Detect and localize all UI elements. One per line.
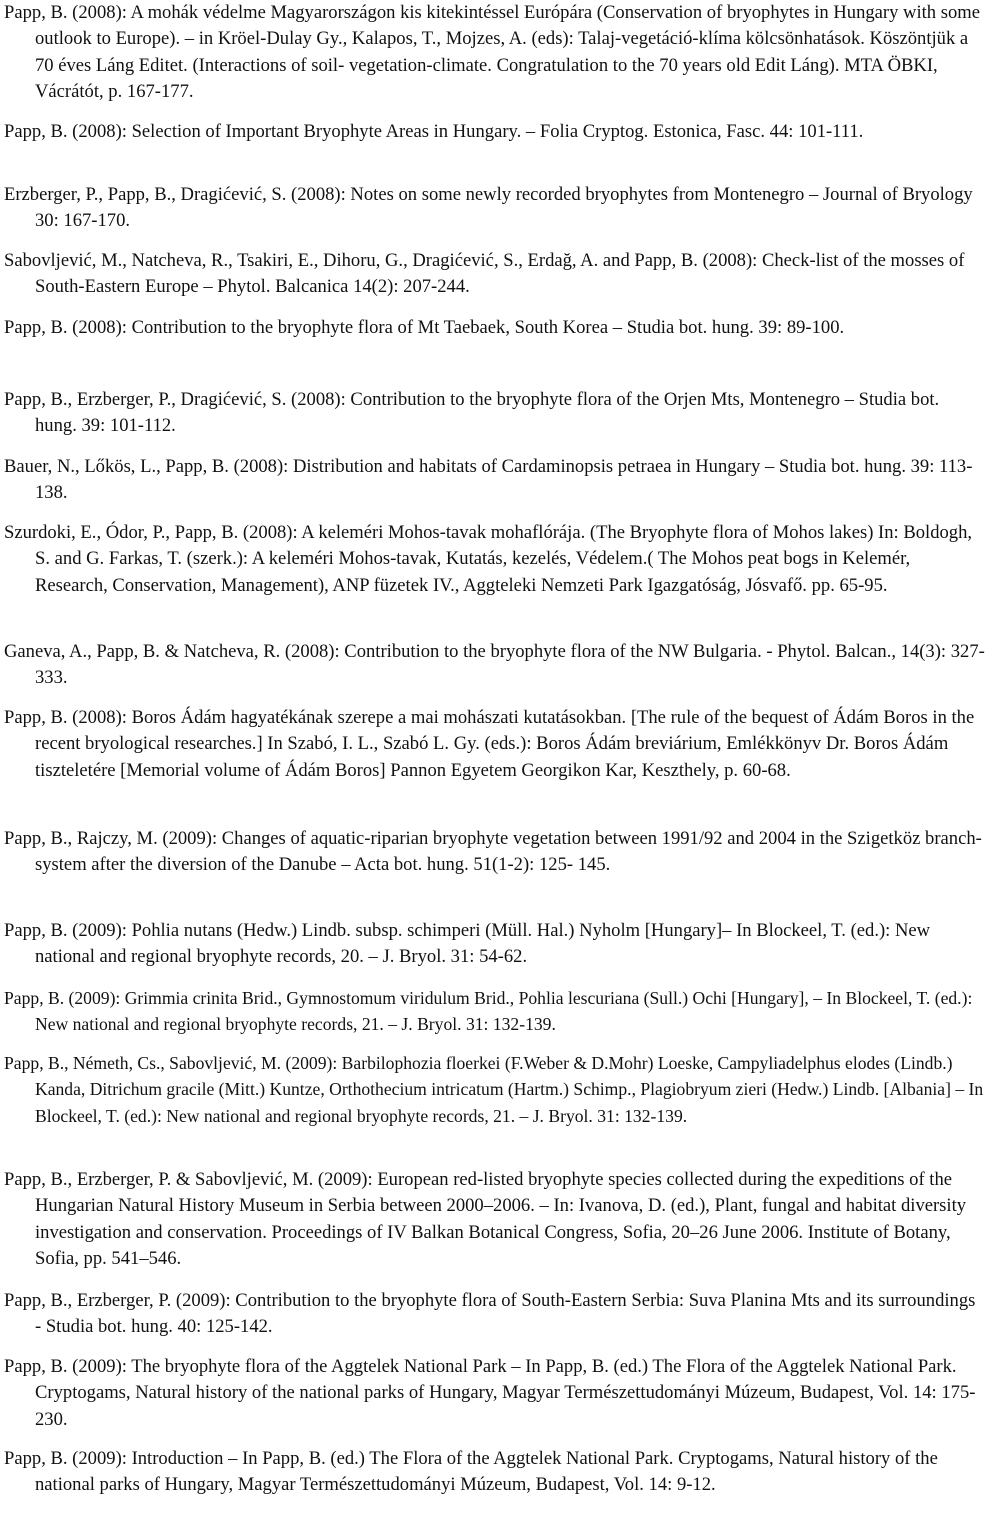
reference-entry-9: Ganeva, A., Papp, B. & Natcheva, R. (2008): Contribution to the bryophyte flora of the NW Bulgaria. - Phytol. Balcan., 14(3): 327-333. [4, 641, 985, 689]
reference-entry-18: Papp, B. (2009): Introduction – In Papp, B. (ed.) The Flora of the Aggtelek National Park. Cryptogams, Natural history of the national parks of Hungary, Magyar Természettudományi Múzeum, Budapest, Vol. 14: 9-12. [4, 1448, 938, 1496]
reference-entry-14: Papp, B., Németh, Cs., Sabovljević, M. (2009): Barbilophozia floerkei (F.Weber & D.Mohr) Loeske, Campyliadelphus elodes (Lindb.) Kanda, Ditrichum gracile (Mitt.) Kuntze, Orthothecium intricatum (Hartm.) Schimp., Plagiobryum zieri (Hedw.) Lindb. [Albania] – In Blockeel, T. (ed.): New national and regional bryophyte records, 21. – J. Bryol. 31: 132-139. [4, 1053, 984, 1126]
reference-entry-6: Papp, B., Erzberger, P., Dragićević, S. (2008): Contribution to the bryophyte flora of the Orjen Mts, Montenegro – Studia bot. hung. 39: 101-112. [4, 389, 940, 437]
reference-entry-1: Papp, B. (2008): A mohák védelme Magyarországon kis kitekintéssel Európára (Conservation of bryophytes in Hungary with some outlook to Europe). – in Kröel-Dulay Gy., Kalapos, T., Mojzes, A. (eds): Talaj-vegetáció-klíma kölcsönhatások. Köszöntjük a 70 éves Láng Editet. (Interactions of soil- vegetation-climate. Congratulation to the 70 years old Edit Láng). MTA ÖBKI, Vácrátót, p. 167-177. [4, 2, 981, 103]
reference-entry-4: Sabovljević, M., Natcheva, R., Tsakiri, E., Dihoru, G., Dragićević, S., Erdağ, A. and Papp, B. (2008): Check-list of the mosses of South-Eastern Europe – Phytol. Balcanica 14(2): 207-244. [4, 250, 965, 298]
reference-entry-7: Bauer, N., Lőkös, L., Papp, B. (2008): Distribution and habitats of Cardaminopsis petraea in Hungary – Studia bot. hung. 39: 113-138. [4, 456, 973, 504]
reference-entry-8: Szurdoki, E., Ódor, P., Papp, B. (2008): A keleméri Mohos-tavak mohaflórája. (The Bryophyte flora of Mohos lakes) In: Boldogh, S. and G. Farkas, T. (szerk.): A keleméri Mohos-tavak, Kutatás, kezelés, Védelem.( The Mohos peat bogs in Kelemér, Research, Conservation, Management), ANP füzetek IV., Aggteleki Nemzeti Park Igazgatóság, Jósvafő. pp. 65-95. [4, 522, 973, 596]
reference-entry-11: Papp, B., Rajczy, M. (2009): Changes of aquatic-riparian bryophyte vegetation between 1991/92 and 2004 in the Szigetköz branch-system after the diversion of the Danube – Acta bot. hung. 51(1-2): 125- 145. [4, 828, 982, 876]
reference-entry-17: Papp, B. (2009): The bryophyte flora of the Aggtelek National Park – In Papp, B. (ed.) The Flora of the Aggtelek National Park. Cryptogams, Natural history of the national parks of Hungary, Magyar Természettudományi Múzeum, Budapest, Vol. 14: 175-230. [4, 1356, 976, 1430]
reference-entry-10: Papp, B. (2008): Boros Ádám hagyatékának szerepe a mai mohászati kutatásokban. [The rule of the bequest of Ádám Boros in the recent bryological researches.] In Szabó, I. L., Szabó L. Gy. (eds.): Boros Ádám breviárium, Emlékkönyv Dr. Boros Ádám tiszteletére [Memorial volume of Ádám Boros] Pannon Egyetem Georgikon Kar, Keszthely, p. 60-68. [4, 707, 975, 781]
reference-entry-3: Erzberger, P., Papp, B., Dragićević, S. (2008): Notes on some newly recorded bryophytes from Montenegro – Journal of Bryology 30: 167-170. [4, 184, 973, 232]
reference-entry-12: Papp, B. (2009): Pohlia nutans (Hedw.) Lindb. subsp. schimperi (Müll. Hal.) Nyholm [Hungary]– In Blockeel, T. (ed.): New national and regional bryophyte records, 20. – J. Bryol. 31: 54-62. [4, 920, 931, 968]
reference-entry-16: Papp, B., Erzberger, P. (2009): Contribution to the bryophyte flora of South-Eastern Serbia: Suva Planina Mts and its surroundings - Studia bot. hung. 40: 125-142. [4, 1290, 976, 1338]
reference-entry-2: Papp, B. (2008): Selection of Important Bryophyte Areas in Hungary. – Folia Cryptog. Estonica, Fasc. 44: 101-111. [4, 121, 864, 142]
reference-entry-15: Papp, B., Erzberger, P. & Sabovljević, M. (2009): European red-listed bryophyte species collected during the expeditions of the Hungarian Natural History Museum in Serbia between 2000–2006. – In: Ivanova, D. (ed.), Plant, fungal and habitat diversity investigation and conservation. Proceedings of IV Balkan Botanical Congress, Sofia, 20–26 June 2006. Institute of Botany, Sofia, pp. 541–546. [4, 1169, 967, 1270]
reference-entry-13: Papp, B. (2009): Grimmia crinita Brid., Gymnostomum viridulum Brid., Pohlia lescuriana (Sull.) Ochi [Hungary], – In Blockeel, T. (ed.): New national and regional bryophyte records, 21. – J. Bryol. 31: 132-139. [4, 988, 973, 1035]
reference-entry-5: Papp, B. (2008): Contribution to the bryophyte flora of Mt Taebaek, South Korea – Studia bot. hung. 39: 89-100. [4, 317, 845, 338]
